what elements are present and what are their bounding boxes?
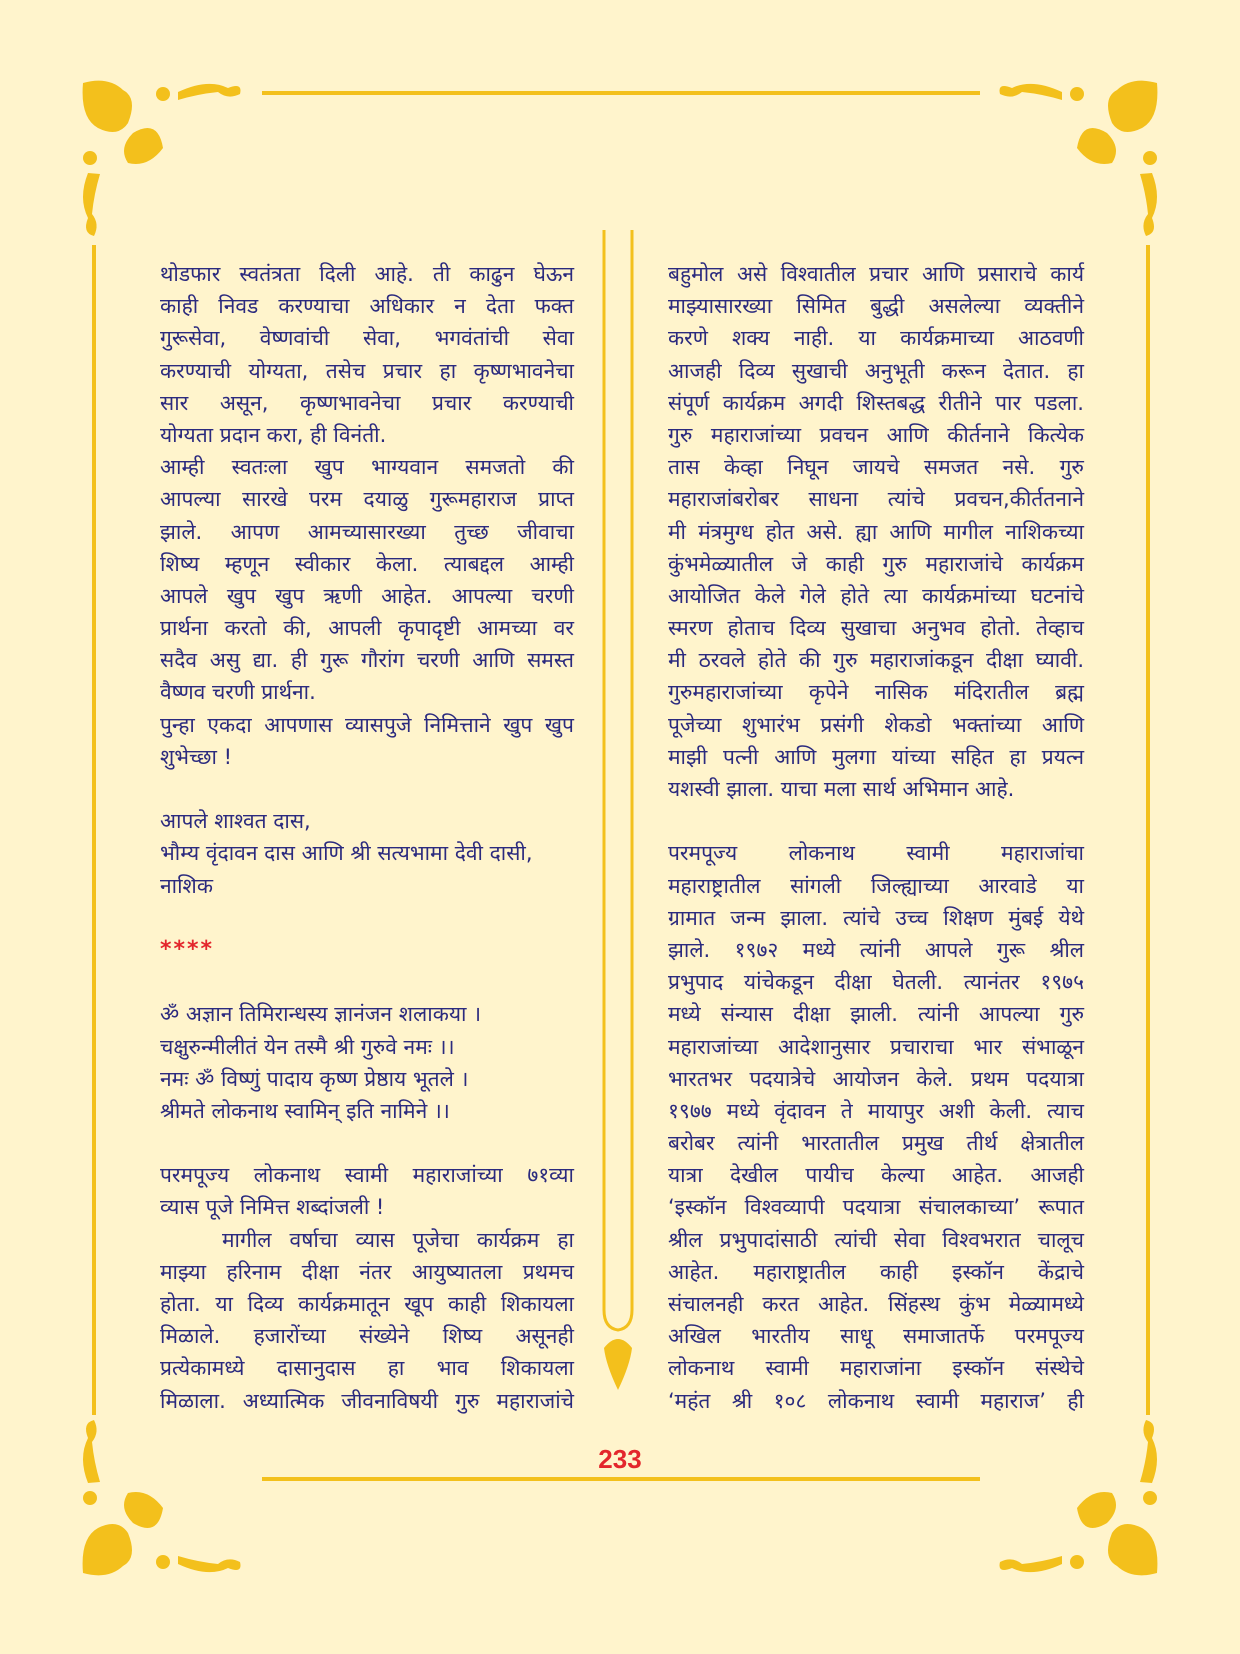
left-column bbox=[160, 258, 574, 1417]
text-line: होता. या दिव्य कार्यक्रमातून खूप काही शिकायला bbox=[160, 1292, 574, 1316]
paragraph bbox=[160, 1159, 574, 1223]
text-line: ‘महंत श्री १०८ लोकनाथ स्वामी महाराज’ ही bbox=[668, 1388, 1084, 1413]
paragraph-gap bbox=[160, 902, 574, 934]
text-line: लोकनाथ स्वामी महाराजांना इस्कॉन संस्थेचे bbox=[668, 1356, 1084, 1381]
separator-stars: **** bbox=[160, 936, 215, 962]
text-line: पूजेच्या शुभारंभ प्रसंगी शेकडो भक्तांच्या आणि bbox=[668, 712, 1084, 737]
paragraph-gap bbox=[160, 966, 574, 998]
text-line: ग्रामात जन्म झाला. त्यांचे उच्च शिक्षण मुंबई येथे bbox=[668, 905, 1084, 930]
text-line: बहुमोल असे विश्वातील प्रचार आणि प्रसाराचे कार्य bbox=[668, 262, 1084, 286]
frame-right-line bbox=[1146, 245, 1150, 1415]
text-line: संपूर्ण कार्यक्रम अगदी शिस्तबद्ध रीतीने पार पडला. bbox=[668, 390, 1084, 415]
corner-ornament-icon bbox=[982, 78, 1162, 248]
text-line: शुभेच्छा ! bbox=[160, 744, 233, 769]
paragraph bbox=[160, 451, 574, 709]
text-line: ‘इस्कॉन विश्वव्यापी पदयात्रा संचालकाच्या’ रूपात bbox=[668, 1195, 1084, 1220]
text-line: सदैव असु द्या. ही गुरू गौरांग चरणी आणि समस्त bbox=[160, 648, 574, 673]
text-line: प्रत्येकामध्ये दासानुदास हा भाव शिकायला bbox=[160, 1356, 574, 1381]
text-line: काही निवड करण्याचा अधिकार न देता फक्त bbox=[160, 294, 574, 319]
text-line: झाले. १९७२ मध्ये त्यांनी आपले गुरू श्रील bbox=[668, 937, 1084, 962]
paragraph bbox=[160, 709, 574, 773]
text-line: १९७७ मध्ये वृंदावन ते मायापुर अशी केली. त्याच bbox=[668, 1098, 1084, 1123]
text-line: परमपूज्य लोकनाथ स्वामी महाराजांचा bbox=[668, 841, 1084, 866]
text-line: तास केव्हा निघून जायचे समजत नसे. गुरु bbox=[668, 455, 1084, 480]
text-line: संचालनही करत आहेत. सिंहस्थ कुंभ मेळ्यामध्ये bbox=[668, 1292, 1084, 1316]
text-line: आजही दिव्य सुखाची अनुभूती करून देतात. हा bbox=[668, 358, 1084, 383]
column-divider-pendant bbox=[596, 230, 640, 1390]
corner-ornament-icon bbox=[982, 1408, 1162, 1578]
text-line: मिळाले. हजारोंच्या संख्येने शिष्य असूनही bbox=[160, 1324, 574, 1349]
text-line: मध्ये संन्यास दीक्षा झाली. त्यांनी आपल्या गुरु bbox=[668, 1002, 1084, 1027]
text-line: थोडफार स्वतंत्रता दिली आहे. ती काढुन घेऊन bbox=[160, 262, 574, 286]
text-line: महाराजांबरोबर साधना त्यांचे प्रवचन,कीर्ततनाने bbox=[668, 487, 1084, 512]
text-line: प्रभुपाद यांचेकडून दीक्षा घेतली. त्यानंतर १९७५ bbox=[668, 970, 1084, 995]
text-block bbox=[160, 805, 574, 902]
text-line: प्रार्थना करतो की, आपली कृपादृष्टी आमच्या वर bbox=[160, 616, 574, 641]
text-line: मिळाला. अध्यात्मिक जीवनाविषयी गुरु महाराजांचे bbox=[160, 1388, 574, 1413]
text-line: आहेत. महाराष्ट्रातील काही इस्कॉन केंद्राचे bbox=[668, 1259, 1084, 1284]
paragraph bbox=[160, 1224, 574, 1417]
text-line: मागील वर्षाचा व्यास पूजेचा कार्यक्रम हा bbox=[222, 1227, 574, 1252]
section-separator bbox=[160, 934, 574, 966]
text-line: गुरु महाराजांच्या प्रवचन आणि कीर्तनाने कित्येक bbox=[668, 422, 1084, 447]
text-line: माझी पत्नी आणि मुलगा यांच्या सहित हा प्रयत्न bbox=[668, 744, 1084, 769]
text-line: नमः ॐ विष्णुं पादाय कृष्ण प्रेष्ठाय भूतले । bbox=[160, 1066, 469, 1091]
frame-left-line bbox=[92, 245, 96, 1415]
text-line: नाशिक bbox=[160, 873, 213, 898]
paragraph-gap bbox=[668, 805, 1084, 837]
text-line: आपल्या सारखे परम दयाळु गुरूमहाराज प्राप्त bbox=[160, 487, 574, 512]
text-line: यात्रा देखील पायीच केल्या आहेत. आजही bbox=[668, 1163, 1084, 1188]
text-line: पुन्हा एकदा आपणास व्यासपुजे निमित्ताने खुप खुप bbox=[160, 712, 574, 737]
text-line: माझ्यासारख्या सिमित बुद्धी असलेल्या व्यक्तीने bbox=[668, 294, 1084, 319]
text-line: महाराजांच्या आदेशानुसार प्रचाराचा भार संभाळून bbox=[668, 1034, 1084, 1059]
text-line: श्रील प्रभुपादांसाठी त्यांची सेवा विश्वभरात चालूच bbox=[668, 1227, 1084, 1252]
paragraph-gap bbox=[160, 1127, 574, 1159]
text-line: व्यास पूजे निमित्त शब्दांजली ! bbox=[160, 1195, 385, 1220]
text-line: मी मंत्रमुग्ध होत असे. ह्या आणि मागील नाशिकच्या bbox=[668, 519, 1084, 544]
frame-bottom-line bbox=[262, 1477, 980, 1481]
text-line: झाले. आपण आमच्यासारख्या तुच्छ जीवाचा bbox=[160, 519, 574, 544]
text-line: आपले खुप खुप ऋणी आहेत. आपल्या चरणी bbox=[160, 583, 574, 608]
text-line: परमपूज्य लोकनाथ स्वामी महाराजांच्या ७१व्या bbox=[160, 1163, 574, 1188]
text-line: भौम्य वृंदावन दास आणि श्री सत्यभामा देवी दासी, bbox=[160, 841, 533, 866]
frame-top-line bbox=[262, 91, 980, 95]
text-line: आयोजित केले गेले होते त्या कार्यक्रमांच्या घटनांचे bbox=[668, 583, 1084, 608]
text-line: महाराष्ट्रातील सांगली जिल्ह्याच्या आरवाडे या bbox=[668, 873, 1084, 898]
text-line: मी ठरवले होते की गुरु महाराजांकडून दीक्षा घ्यावी. bbox=[668, 648, 1084, 673]
text-line: बरोबर त्यांनी भारतातील प्रमुख तीर्थ क्षेत्रातील bbox=[668, 1131, 1084, 1156]
page-number: 233 bbox=[598, 1444, 642, 1474]
text-line: सार असून, कृष्णभावनेचा प्रचार करण्याची bbox=[160, 390, 574, 415]
text-line: भारतभर पदयात्रेचे आयोजन केले. प्रथम पदयात्रा bbox=[668, 1066, 1084, 1091]
text-line: आपले शाश्वत दास, bbox=[160, 809, 311, 834]
paragraph bbox=[668, 258, 1084, 805]
text-line: गुरुमहाराजांच्या कृपेने नासिक मंदिरातील ब्रह्म bbox=[668, 680, 1084, 705]
text-line: शिष्य म्हणून स्वीकार केला. त्याबद्दल आम्ही bbox=[160, 551, 574, 576]
text-line: श्रीमते लोकनाथ स्वामिन् इति नामिने ।। bbox=[160, 1098, 450, 1123]
text-line: माझ्या हरिनाम दीक्षा नंतर आयुष्यातला प्रथमच bbox=[160, 1259, 574, 1284]
text-line: स्मरण होताच दिव्य सुखाचा अनुभव होतो. तेव्हाच bbox=[668, 616, 1084, 641]
text-block bbox=[160, 998, 574, 1127]
corner-ornament-icon bbox=[78, 78, 258, 248]
text-line: गुरूसेवा, वेष्णवांची सेवा, भगवंतांची सेवा bbox=[160, 326, 574, 351]
text-line: अखिल भारतीय साधू समाजातर्फे परमपूज्य bbox=[668, 1324, 1084, 1349]
text-line: वैष्णव चरणी प्रार्थना. bbox=[160, 680, 316, 705]
text-line: यशस्वी झाला. याचा मला सार्थ अभिमान आहे. bbox=[668, 777, 1015, 801]
corner-ornament-icon bbox=[78, 1408, 258, 1578]
text-line: आम्ही स्वतःला खुप भाग्यवान समजतो की bbox=[160, 455, 574, 480]
paragraph bbox=[668, 837, 1084, 1416]
text-line: योग्यता प्रदान करा, ही विनंती. bbox=[160, 422, 387, 447]
text-line: कुंभमेळ्यातील जे काही गुरु महाराजांचे कार्यक्रम bbox=[668, 551, 1084, 576]
paragraph-gap bbox=[160, 773, 574, 805]
text-line: चक्षुरुन्मीलीतं येन तस्मै श्री गुरुवे नमः ।। bbox=[160, 1034, 455, 1059]
right-column bbox=[668, 258, 1084, 1417]
text-line: ॐ अज्ञान तिमिरान्धस्य ज्ञानंजन शलाकया । bbox=[160, 1002, 482, 1027]
text-line: करणे शक्य नाही. या कार्यक्रमाच्या आठवणी bbox=[668, 326, 1084, 351]
paragraph bbox=[160, 258, 574, 451]
text-line: करण्याची योग्यता, तसेच प्रचार हा कृष्णभावनेचा bbox=[160, 358, 574, 383]
